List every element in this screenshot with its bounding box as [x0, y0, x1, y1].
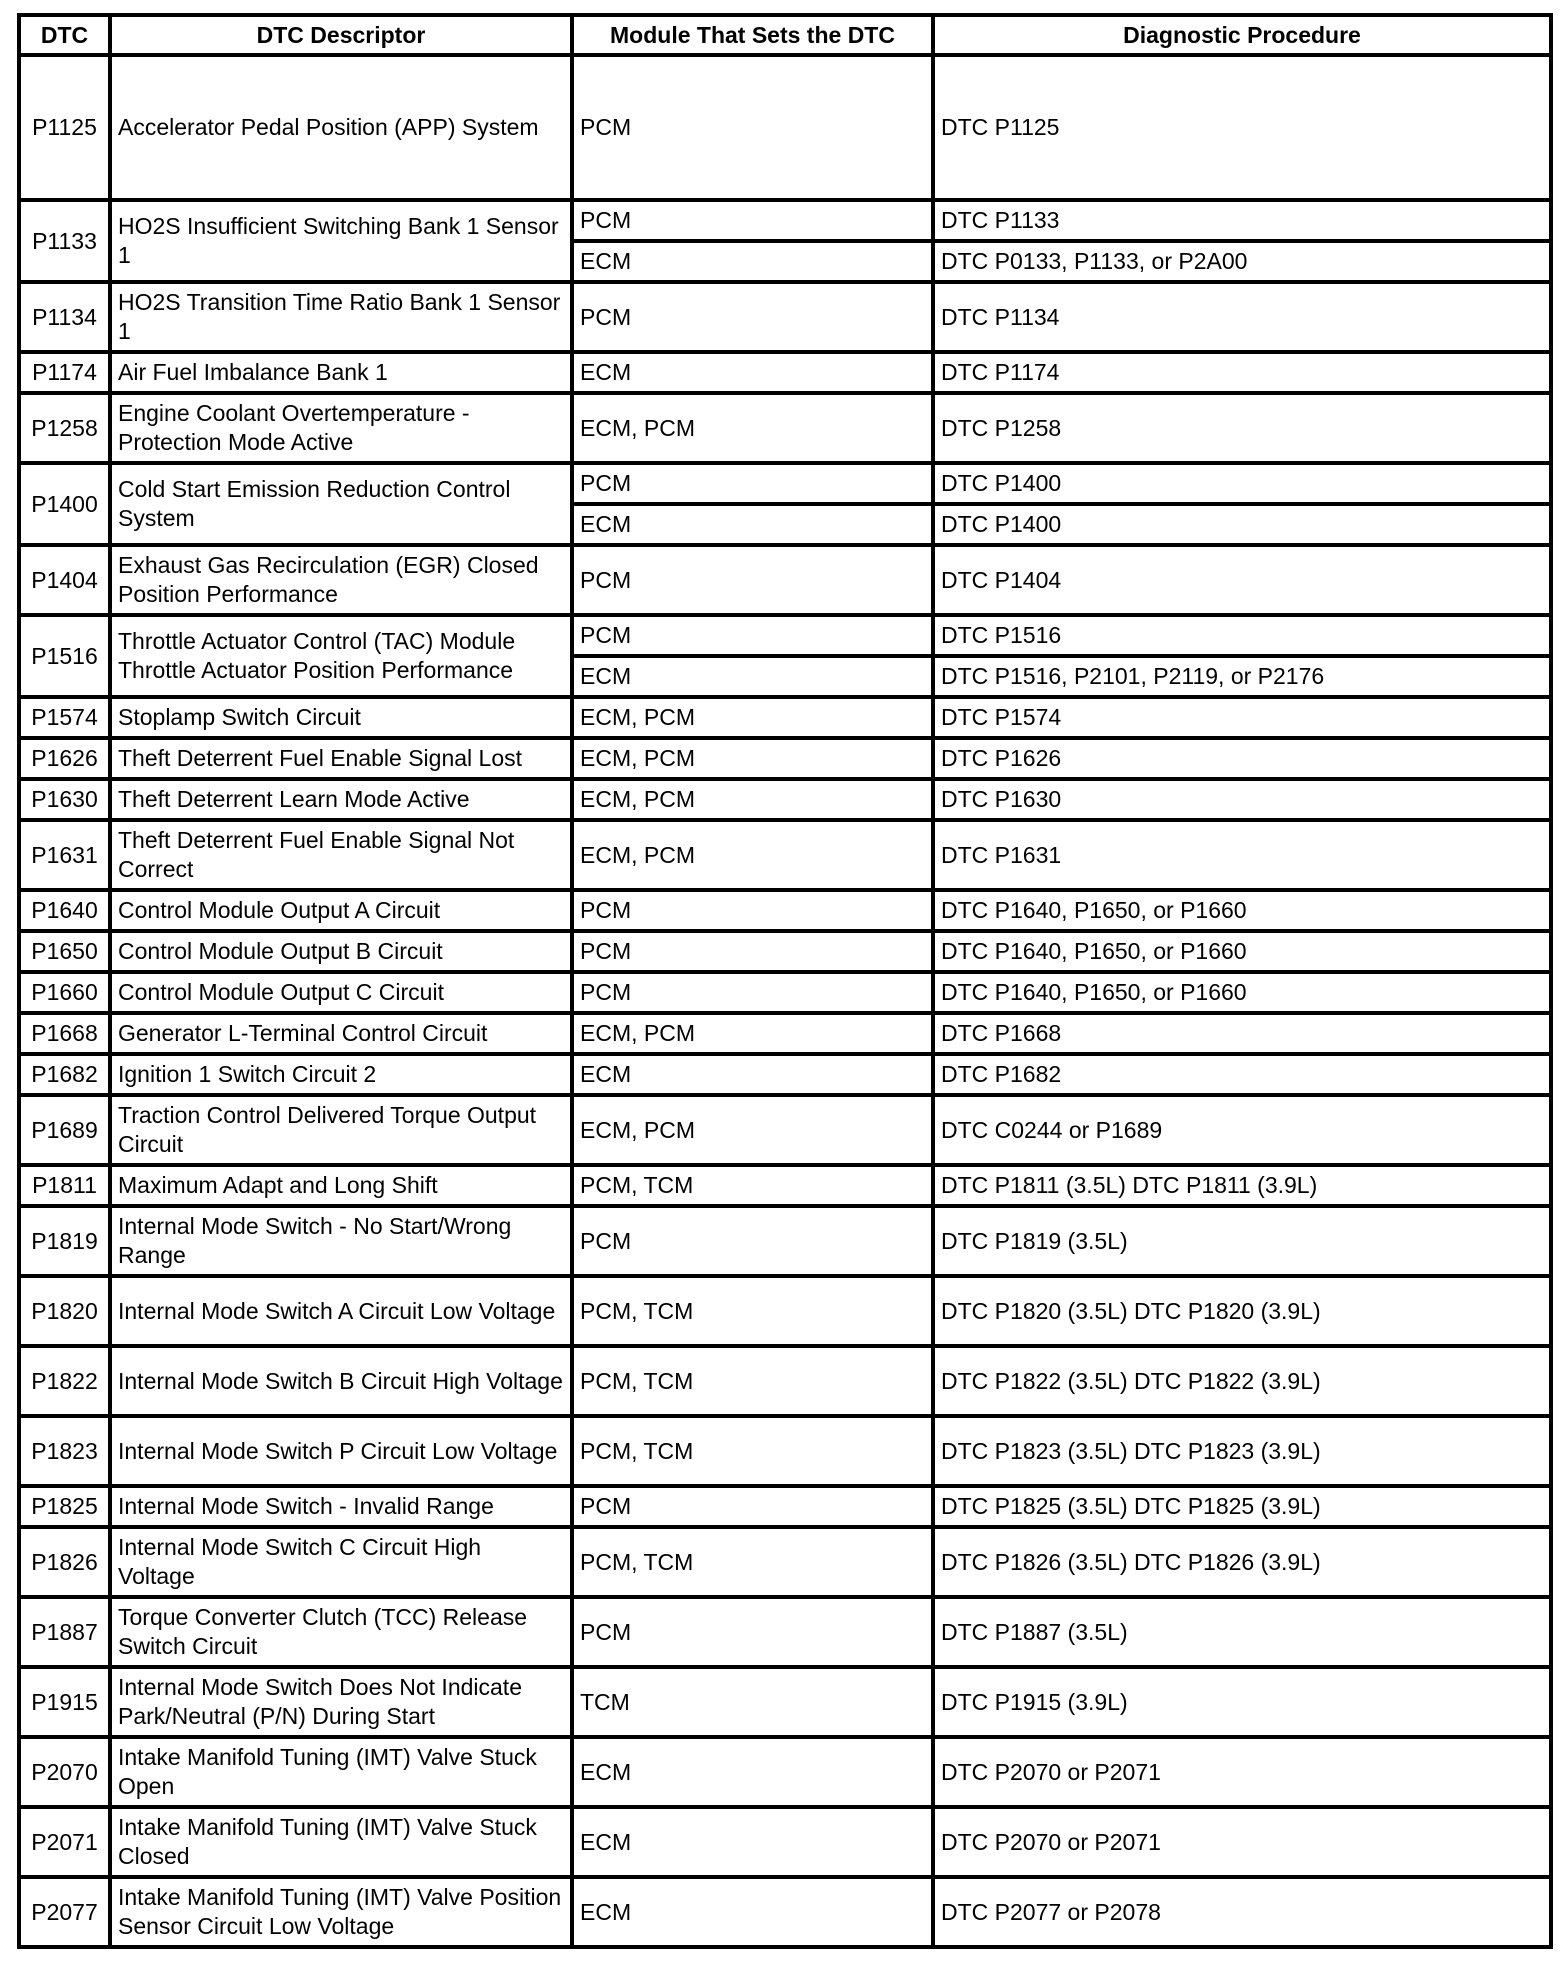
dtc-descriptor: Theft Deterrent Learn Mode Active: [110, 779, 572, 820]
dtc-descriptor: Control Module Output B Circuit: [110, 931, 572, 972]
table-row: [19, 1095, 1551, 1165]
dtc-code: P1640: [19, 890, 110, 931]
procedure-cell: DTC C0244 or P1689: [933, 1095, 1551, 1165]
module-cell: PCM: [572, 1597, 933, 1667]
module-cell: ECM: [572, 656, 933, 697]
header-dtc: DTC: [19, 15, 110, 55]
table-row: [19, 615, 1551, 656]
procedure-cell: DTC P1631: [933, 820, 1551, 890]
module-cell: PCM: [572, 972, 933, 1013]
dtc-descriptor: Internal Mode Switch - No Start/Wrong Range: [110, 1206, 572, 1276]
procedure-cell: DTC P1258: [933, 393, 1551, 463]
dtc-code: P1660: [19, 972, 110, 1013]
dtc-code: P1125: [19, 55, 110, 200]
module-cell: ECM: [572, 352, 933, 393]
module-cell: PCM: [572, 200, 933, 241]
dtc-code: P1574: [19, 697, 110, 738]
table-row: [19, 779, 1551, 820]
module-cell: PCM, TCM: [572, 1165, 933, 1206]
module-cell: ECM, PCM: [572, 697, 933, 738]
procedure-cell: DTC P1516, P2101, P2119, or P2176: [933, 656, 1551, 697]
module-cell: PCM: [572, 55, 933, 200]
table-row: [19, 1807, 1551, 1877]
table-row: [19, 1486, 1551, 1527]
dtc-code: P1133: [19, 200, 110, 282]
dtc-code: P1630: [19, 779, 110, 820]
procedure-cell: DTC P1574: [933, 697, 1551, 738]
procedure-cell: DTC P2070 or P2071: [933, 1807, 1551, 1877]
procedure-cell: DTC P1887 (3.5L): [933, 1597, 1551, 1667]
table-row: [19, 931, 1551, 972]
header-row: [19, 15, 1551, 55]
dtc-code: P1134: [19, 282, 110, 352]
module-cell: ECM, PCM: [572, 820, 933, 890]
module-cell: ECM, PCM: [572, 779, 933, 820]
procedure-cell: DTC P2070 or P2071: [933, 1737, 1551, 1807]
module-cell: PCM: [572, 545, 933, 615]
procedure-cell: DTC P1400: [933, 504, 1551, 545]
dtc-descriptor: Maximum Adapt and Long Shift: [110, 1165, 572, 1206]
module-cell: ECM: [572, 1877, 933, 1947]
dtc-code: P1404: [19, 545, 110, 615]
procedure-cell: DTC P1125: [933, 55, 1551, 200]
dtc-descriptor: Air Fuel Imbalance Bank 1: [110, 352, 572, 393]
procedure-cell: DTC P1822 (3.5L) DTC P1822 (3.9L): [933, 1346, 1551, 1416]
dtc-descriptor: Control Module Output A Circuit: [110, 890, 572, 931]
table-row: [19, 545, 1551, 615]
module-cell: PCM: [572, 1486, 933, 1527]
dtc-descriptor: Throttle Actuator Control (TAC) Module Throttle Actuator Position Performance: [110, 615, 572, 697]
dtc-descriptor: Internal Mode Switch A Circuit Low Voltage: [110, 1276, 572, 1346]
dtc-code: P1682: [19, 1054, 110, 1095]
procedure-cell: DTC P1819 (3.5L): [933, 1206, 1551, 1276]
table-row: [19, 1276, 1551, 1346]
procedure-cell: DTC P1626: [933, 738, 1551, 779]
dtc-descriptor: Control Module Output C Circuit: [110, 972, 572, 1013]
table-row: [19, 1054, 1551, 1095]
module-cell: PCM: [572, 890, 933, 931]
table-row: [19, 890, 1551, 931]
module-cell: PCM: [572, 1206, 933, 1276]
module-cell: PCM, TCM: [572, 1416, 933, 1486]
header-module: Module That Sets the DTC: [572, 15, 933, 55]
table-body: [19, 55, 1551, 1947]
procedure-cell: DTC P1915 (3.9L): [933, 1667, 1551, 1737]
dtc-descriptor: Cold Start Emission Reduction Control System: [110, 463, 572, 545]
procedure-cell: DTC P1400: [933, 463, 1551, 504]
dtc-descriptor: Intake Manifold Tuning (IMT) Valve Stuck Open: [110, 1737, 572, 1807]
table-row: [19, 200, 1551, 241]
dtc-descriptor: Intake Manifold Tuning (IMT) Valve Position Sensor Circuit Low Voltage: [110, 1877, 572, 1947]
header-descriptor: DTC Descriptor: [110, 15, 572, 55]
procedure-cell: DTC P2077 or P2078: [933, 1877, 1551, 1947]
module-cell: PCM, TCM: [572, 1527, 933, 1597]
dtc-descriptor: Intake Manifold Tuning (IMT) Valve Stuck Closed: [110, 1807, 572, 1877]
table-row: [19, 820, 1551, 890]
module-cell: ECM: [572, 1054, 933, 1095]
dtc-code: P1258: [19, 393, 110, 463]
table-row: [19, 1737, 1551, 1807]
dtc-code: P2070: [19, 1737, 110, 1807]
table-row: [19, 1597, 1551, 1667]
dtc-code: P1820: [19, 1276, 110, 1346]
dtc-code: P1915: [19, 1667, 110, 1737]
dtc-code: P2077: [19, 1877, 110, 1947]
dtc-descriptor: Exhaust Gas Recirculation (EGR) Closed Position Performance: [110, 545, 572, 615]
dtc-descriptor: Theft Deterrent Fuel Enable Signal Lost: [110, 738, 572, 779]
procedure-cell: DTC P1682: [933, 1054, 1551, 1095]
dtc-code: P1516: [19, 615, 110, 697]
dtc-code: P2071: [19, 1807, 110, 1877]
procedure-cell: DTC P1640, P1650, or P1660: [933, 972, 1551, 1013]
procedure-cell: DTC P1668: [933, 1013, 1551, 1054]
table-row: [19, 1013, 1551, 1054]
module-cell: PCM: [572, 463, 933, 504]
procedure-cell: DTC P1811 (3.5L) DTC P1811 (3.9L): [933, 1165, 1551, 1206]
procedure-cell: DTC P1630: [933, 779, 1551, 820]
table-row: [19, 1527, 1551, 1597]
dtc-code: P1668: [19, 1013, 110, 1054]
procedure-cell: DTC P1134: [933, 282, 1551, 352]
dtc-code: P1400: [19, 463, 110, 545]
procedure-cell: DTC P1825 (3.5L) DTC P1825 (3.9L): [933, 1486, 1551, 1527]
dtc-descriptor: Internal Mode Switch Does Not Indicate Park/Neutral (P/N) During Start: [110, 1667, 572, 1737]
table-row: [19, 1206, 1551, 1276]
table-row: [19, 1165, 1551, 1206]
procedure-cell: DTC P1640, P1650, or P1660: [933, 931, 1551, 972]
dtc-code: P1811: [19, 1165, 110, 1206]
table-row: [19, 352, 1551, 393]
module-cell: ECM: [572, 504, 933, 545]
dtc-descriptor: Accelerator Pedal Position (APP) System: [110, 55, 572, 200]
dtc-descriptor: Internal Mode Switch C Circuit High Voltage: [110, 1527, 572, 1597]
table-row: [19, 738, 1551, 779]
dtc-descriptor: Internal Mode Switch - Invalid Range: [110, 1486, 572, 1527]
module-cell: ECM, PCM: [572, 738, 933, 779]
dtc-code: P1822: [19, 1346, 110, 1416]
dtc-code: P1650: [19, 931, 110, 972]
dtc-code: P1626: [19, 738, 110, 779]
procedure-cell: DTC P1174: [933, 352, 1551, 393]
dtc-descriptor: HO2S Insufficient Switching Bank 1 Sensor 1: [110, 200, 572, 282]
table-row: [19, 282, 1551, 352]
dtc-descriptor: HO2S Transition Time Ratio Bank 1 Sensor 1: [110, 282, 572, 352]
table-row: [19, 55, 1551, 200]
table-row: [19, 1416, 1551, 1486]
module-cell: PCM: [572, 931, 933, 972]
table-row: [19, 1667, 1551, 1737]
table-row: [19, 697, 1551, 738]
header-procedure: Diagnostic Procedure: [933, 15, 1551, 55]
module-cell: PCM: [572, 282, 933, 352]
procedure-cell: DTC P1826 (3.5L) DTC P1826 (3.9L): [933, 1527, 1551, 1597]
table-row: [19, 972, 1551, 1013]
module-cell: ECM, PCM: [572, 393, 933, 463]
module-cell: PCM, TCM: [572, 1276, 933, 1346]
module-cell: ECM: [572, 1737, 933, 1807]
module-cell: ECM: [572, 1807, 933, 1877]
procedure-cell: DTC P1640, P1650, or P1660: [933, 890, 1551, 931]
module-cell: PCM, TCM: [572, 1346, 933, 1416]
dtc-descriptor: Torque Converter Clutch (TCC) Release Switch Circuit: [110, 1597, 572, 1667]
dtc-code: P1631: [19, 820, 110, 890]
dtc-code: P1825: [19, 1486, 110, 1527]
dtc-code: P1826: [19, 1527, 110, 1597]
dtc-descriptor: Internal Mode Switch B Circuit High Voltage: [110, 1346, 572, 1416]
procedure-cell: DTC P1823 (3.5L) DTC P1823 (3.9L): [933, 1416, 1551, 1486]
dtc-code: P1174: [19, 352, 110, 393]
table-row: [19, 1346, 1551, 1416]
dtc-descriptor: Generator L-Terminal Control Circuit: [110, 1013, 572, 1054]
dtc-descriptor: Traction Control Delivered Torque Output Circuit: [110, 1095, 572, 1165]
dtc-code: P1823: [19, 1416, 110, 1486]
dtc-descriptor: Internal Mode Switch P Circuit Low Voltage: [110, 1416, 572, 1486]
procedure-cell: DTC P1820 (3.5L) DTC P1820 (3.9L): [933, 1276, 1551, 1346]
dtc-descriptor: Stoplamp Switch Circuit: [110, 697, 572, 738]
table-row: [19, 1877, 1551, 1947]
procedure-cell: DTC P1133: [933, 200, 1551, 241]
module-cell: ECM, PCM: [572, 1095, 933, 1165]
dtc-table: [17, 13, 1553, 1949]
dtc-code: P1819: [19, 1206, 110, 1276]
module-cell: TCM: [572, 1667, 933, 1737]
module-cell: ECM: [572, 241, 933, 282]
procedure-cell: DTC P0133, P1133, or P2A00: [933, 241, 1551, 282]
procedure-cell: DTC P1516: [933, 615, 1551, 656]
dtc-code: P1689: [19, 1095, 110, 1165]
dtc-code: P1887: [19, 1597, 110, 1667]
dtc-descriptor: Engine Coolant Overtemperature - Protection Mode Active: [110, 393, 572, 463]
module-cell: PCM: [572, 615, 933, 656]
procedure-cell: DTC P1404: [933, 545, 1551, 615]
table-row: [19, 393, 1551, 463]
dtc-descriptor: Ignition 1 Switch Circuit 2: [110, 1054, 572, 1095]
table-row: [19, 463, 1551, 504]
dtc-descriptor: Theft Deterrent Fuel Enable Signal Not Correct: [110, 820, 572, 890]
module-cell: ECM, PCM: [572, 1013, 933, 1054]
